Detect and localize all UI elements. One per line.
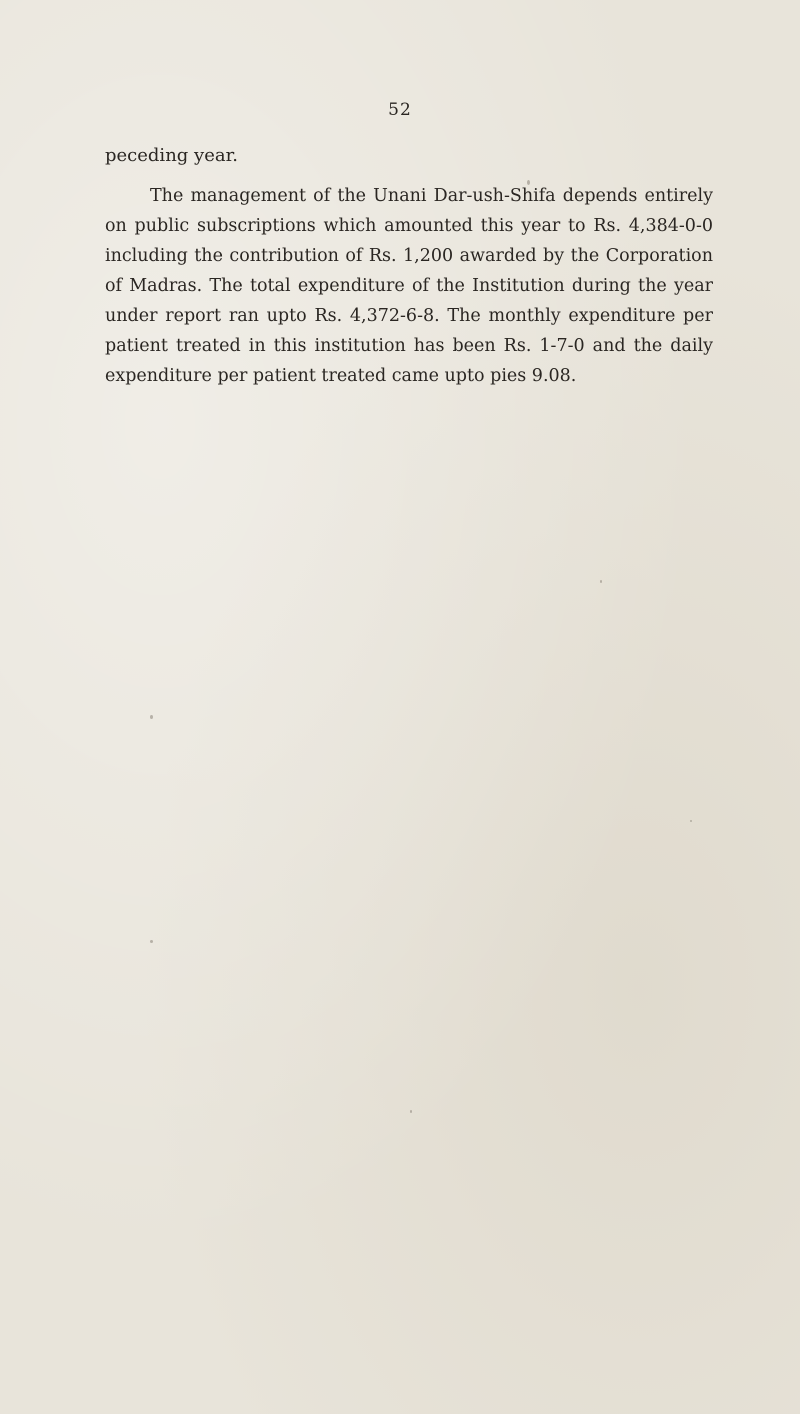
paper-speck: [527, 180, 530, 185]
continued-line: peceding year.: [105, 145, 238, 166]
paper-speck: [690, 820, 692, 822]
paper-speck: [600, 580, 602, 583]
page-number: 52: [388, 100, 412, 120]
body-paragraph: The management of the Unani Dar-ush-Shifa depends entirely on public subscriptions which amounted this year to Rs. 4,384-0-0 including the contribution of Rs. 1,200 awarded by the Corporation of Madras. The total expenditure of the Institution during the year under report ran upto Rs. 4,372-6-8. The monthly expenditure per patient treated in this institution has been Rs. 1-7-0 and the daily expenditure per patient treated came upto pies 9.08.: [105, 186, 713, 386]
paper-speck: [150, 715, 153, 719]
paper-speck: [410, 1110, 412, 1113]
paper-speck: [150, 940, 153, 943]
